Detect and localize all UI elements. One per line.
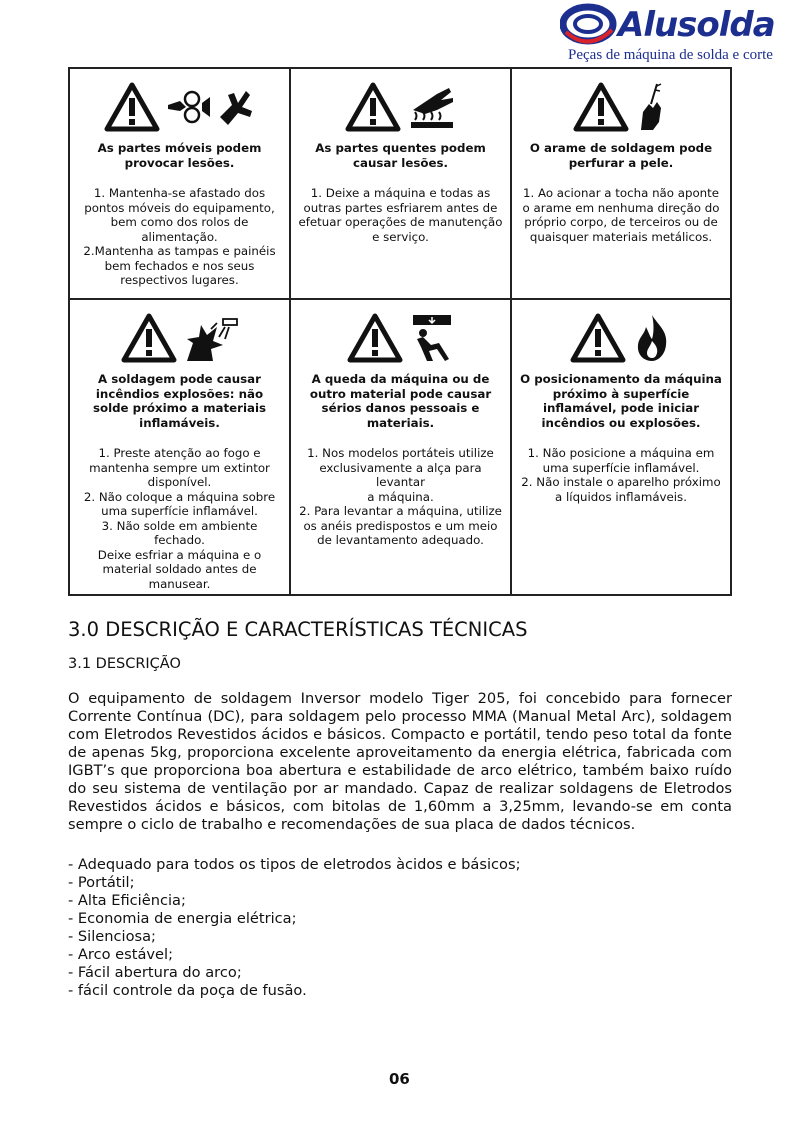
warning-body [512,446,730,504]
warning-line: fechado. [154,533,205,547]
warning-line: 2. Não coloque a máquina sobre [83,489,276,504]
warning-line: 1. Preste atenção ao fogo e [98,446,261,460]
explosion-icon [183,313,239,363]
section-heading: 3.0 DESCRIÇÃO E CARACTERÍSTICAS TÉCNICAS [68,618,528,641]
description-paragraph: O equipamento de soldagem Inversor modelo Tiger 205, foi concebido para fornecer Corrente Contínua (DC), para soldagem pelo processo MMA (Manual Metal Arc), soldagem com Eletrodos Revestidos ácidos e básicos. Compacto e portátil, tendo peso total da fonte de apenas 5kg, proporciona excelente aproveitamento da energia elétrica, fabricada com IGBT’s que proporciona boa abertura e estabilidade de arco elétrico, também baixo ruído do seu sistema de ventilação por ar mandado. Capaz de realizar soldagens de Eletrodos Revestidos ácidos e básicos, com bitolas de 1,60mm a 3,25mm, levando-se em conta sempre o ciclo de trabalho e recomendações de sua placa de dados técnicos. [68,690,732,833]
wire-pierce-hand-icon [635,82,669,132]
warning-line: 1. Não posicione a máquina em [527,446,715,460]
warning-fire-explosion [70,300,291,594]
page-number: 06 [389,1070,410,1088]
warning-body [70,186,289,288]
list-item: - Alta Eficiência; [68,892,186,909]
warning-line: alimentação. [141,229,218,244]
warning-hot-parts [291,69,512,300]
warning-line: 2.Mantenha as tampas e painéis [83,244,276,258]
features-list [68,856,520,1000]
warning-title: O arame de soldagem pode perfurar a pele. [529,141,713,170]
warning-body [512,186,730,244]
warning-moving-parts [70,69,291,300]
warning-body [291,446,510,548]
rollers-hand-icon [166,87,210,127]
warning-line: e serviço. [372,229,429,244]
list-item: - Adequado para todos os tipos de eletrodos àcidos e básicos; [68,856,521,873]
warning-line: 3. Não solde em ambiente [101,518,258,533]
warning-line: outras partes esfriarem antes de [303,200,498,215]
warning-line: pontos móveis do equipamento, [84,200,275,215]
warning-triangle-icon [573,82,629,132]
warning-line: 2. Não instale o aparelho próximo [521,475,721,489]
warning-wire-pierce [512,69,730,300]
list-item: - Arco estável; [68,946,173,963]
warning-line: respectivos lugares. [120,273,239,287]
brand-tagline: Peças de máquina de solda e corte [568,47,773,63]
hand-cut-icon [216,87,256,127]
warning-line: próprio corpo, de terceiros ou de [524,215,718,229]
section-subheading: 3.1 DESCRIÇÃO [68,656,181,672]
warning-line: Deixe esfriar a máquina e o [97,547,262,562]
warning-line: levantar [376,475,425,489]
warning-line: 2. Para levantar a máquina, utilize [299,504,502,518]
list-item: - Silenciosa; [68,928,156,945]
hot-surface-hand-icon [407,84,457,130]
warning-line: 1. Ao acionar a tocha não aponte [522,186,720,200]
warning-line: bem fechados e nos seus [104,258,255,273]
safety-warnings-grid [68,67,732,596]
warning-line: 1. Mantenha-se afastado dos [93,186,266,200]
warning-line: exclusivamente a alça para [319,460,482,475]
warning-line: manusear. [148,576,211,591]
warning-triangle-icon [345,82,401,132]
warning-body [291,186,510,244]
list-item: - fácil controle da poça de fusão. [68,982,307,999]
warning-line: uma superfície inflamável. [542,460,700,475]
warning-line: os anéis predispostos e um meio [303,518,498,533]
list-item: - Portátil; [68,874,135,891]
warning-title: As partes quentes podem causar lesões. [315,141,486,170]
brand-name: Alusolda [618,5,775,45]
warning-line: uma superfície inflamável. [101,504,258,518]
warning-line: a líquidos inflamáveis. [555,489,687,504]
warning-title: A soldagem pode causar incêndios explosões: não solde próximo a materiais inflamáveis. [92,372,267,430]
warning-triangle-icon [347,313,403,363]
warning-line: o arame em nenhuma direção do [522,200,720,215]
warning-title: O posicionamento da máquina próximo à superfície inflamável, pode iniciar incêndios ou explosões. [520,372,722,430]
warning-title: A queda da máquina ou de outro material pode causar sérios danos pessoais e materiais. [309,372,492,430]
warning-line: a máquina. [367,489,434,504]
warning-triangle-icon [104,82,160,132]
warning-line: 1. Deixe a máquina e todas as [310,186,491,200]
warning-line: efetuar operações de manutenção [298,215,503,229]
falling-object-icon [409,313,455,363]
warning-triangle-icon [570,313,626,363]
warning-falling-machine [291,300,512,594]
list-item: - Economia de energia elétrica; [68,910,297,927]
warning-line: mantenha sempre um extintor [89,460,270,475]
warning-line: 1. Nos modelos portáteis utilize [307,446,494,460]
warning-flammable-surface [512,300,730,594]
warning-line: material soldado antes de [102,562,257,576]
flame-icon [632,313,672,363]
warning-line: bem como dos rolos de [110,215,249,229]
brand-logo [560,2,775,66]
warning-line: quaisquer materiais metálicos. [529,229,713,244]
warning-title: As partes móveis podem provocar lesões. [97,141,262,170]
warning-line: disponível. [147,475,212,489]
warning-triangle-icon [121,313,177,363]
list-item: - Fácil abertura do arco; [68,964,242,981]
warning-body [70,446,289,591]
logo-swirl-icon [560,2,620,50]
warning-line: de levantamento adequado. [317,533,484,547]
